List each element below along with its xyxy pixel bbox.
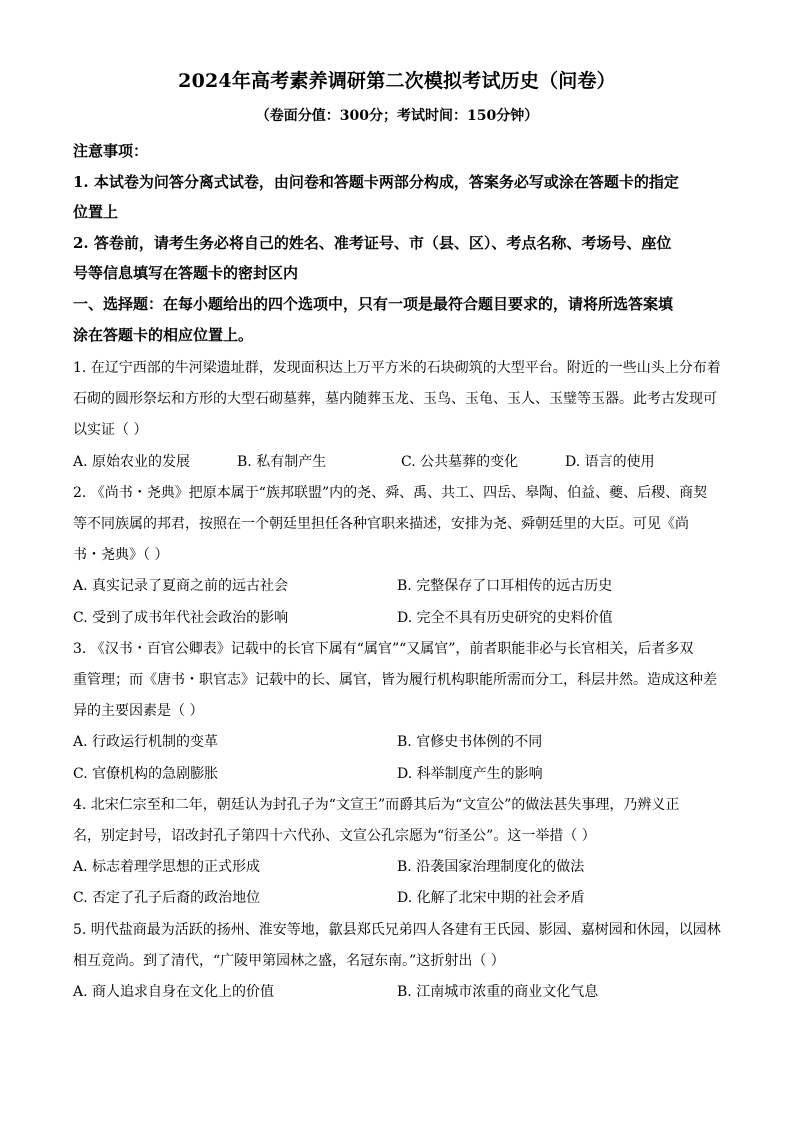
question-3 [73, 634, 733, 790]
question-4-options-row-2 [73, 883, 733, 914]
question-1-option-b[interactable]: B. 私有制产生 [237, 453, 327, 470]
question-2-options-row-1 [73, 571, 733, 602]
question-4-option-a[interactable]: A. 标志着理学思想的正式形成 [73, 859, 261, 876]
question-1-line-1: 1. 在辽宁西部的牛河梁遗址群，发现面积达上万平方米的石块砌筑的大型平台。附近的一些山头上分布着 [73, 360, 721, 376]
question-2-line-3: 书・尧典》（ ） [73, 547, 169, 564]
instruction-1-line-2: 位置上 [73, 203, 119, 222]
question-1-line-3: 以实证（ ） [73, 422, 148, 439]
instruction-2-line-2: 号等信息填写在答题卡的密封区内 [73, 264, 299, 283]
question-1-options [73, 447, 733, 478]
question-4-option-d[interactable]: D. 化解了北宋中期的社会矛盾 [397, 890, 585, 907]
question-2-option-b[interactable]: B. 完整保存了口耳相传的远古历史 [397, 578, 613, 595]
question-2-option-c[interactable]: C. 受到了成书年代社会政治的影响 [73, 609, 289, 626]
question-3-options-row-1 [73, 727, 733, 758]
question-2-line-1: 2. 《尚书・尧典》把原本属于“族邦联盟”内的尧、舜、禹、共工、四岳、皋陶、伯益、夔、后稷、商契 [73, 484, 708, 501]
question-2-line-2: 等不同族属的邦君，按照在一个朝廷里担任各种官职来描述，安排为尧、舜朝廷里的大臣。可见《尚 [73, 516, 689, 533]
question-2-option-a[interactable]: A. 真实记录了夏商之前的远古社会 [73, 578, 289, 595]
section-heading-line-2: 涂在答题卡的相应位置上。 [73, 325, 254, 344]
question-5-options-row-1 [73, 977, 733, 1008]
question-2-options-row-2 [73, 603, 733, 634]
question-5-option-b[interactable]: B. 江南城市浓重的商业文化气息 [397, 984, 599, 1001]
question-5-option-a[interactable]: A. 商人追求自身在文化上的价值 [73, 984, 275, 1001]
exam-info: （卷面分值：300分；考试时间：150分钟） [255, 108, 539, 124]
question-1-option-c[interactable]: C. 公共墓葬的变化 [401, 453, 519, 470]
question-list [73, 353, 733, 1008]
question-5 [73, 915, 733, 1009]
question-5-line-2: 相互竞尚。到了清代，“广陵甲第园林之盛，名冠东南。”这折射出（ ） [73, 952, 505, 969]
question-3-option-c[interactable]: C. 官僚机构的急剧膨胀 [73, 765, 219, 782]
question-5-line-1: 5. 明代盐商最为活跃的扬州、淮安等地，歙县郑氏兄弟四人各建有王氏园、影园、嘉树园和休园，以园林 [73, 921, 721, 938]
question-2 [73, 478, 733, 634]
instructions [73, 136, 733, 350]
question-4 [73, 790, 733, 915]
question-3-option-d[interactable]: D. 科举制度产生的影响 [397, 765, 543, 782]
question-4-option-b[interactable]: B. 沿袭国家治理制度化的做法 [397, 859, 585, 876]
question-3-line-2: 重管理；而《唐书・职官志》记载中的长、属官，皆为履行机构职能所需而分工，科层井然。造成这种差 [73, 672, 717, 689]
question-3-options-row-2 [73, 759, 733, 790]
page-title: 2024年高考素养调研第二次模拟考试历史（问卷） [178, 70, 616, 92]
question-1 [73, 353, 733, 478]
instruction-2-line-1: 2. 答卷前，请考生务必将自己的姓名、准考证号、市（县、区）、考点名称、考场号、座位 [73, 233, 672, 252]
question-4-line-2: 名，别定封号，诏改封孔子第四十六代孙、文宣公孔宗愿为“衍圣公”。这一举措（ ） [73, 828, 596, 845]
question-1-option-d[interactable]: D. 语言的使用 [565, 453, 655, 470]
question-1-option-a[interactable]: A. 原始农业的发展 [73, 453, 191, 470]
question-4-option-c[interactable]: C. 否定了孔子后裔的政治地位 [73, 890, 261, 907]
question-1-line-2: 石砌的圆形祭坛和方形的大型石砌墓葬，墓内随葬玉龙、玉鸟、玉龟、玉人、玉璧等玉器。此考古发现可 [73, 391, 717, 408]
instruction-1-line-1: 1. 本试卷为问答分离式试卷，由问卷和答题卡两部分构成，答案务必写或涂在答题卡的指定 [73, 172, 679, 191]
question-3-line-1: 3. 《汉书・百官公卿表》记载中的长官下属有“属官”“又属官”，前者职能非必与长官相关，后者多双 [73, 640, 694, 657]
instructions-heading: 注意事项： [73, 142, 149, 160]
question-3-option-b[interactable]: B. 官修史书体例的不同 [397, 734, 543, 751]
question-4-options-row-1 [73, 852, 733, 883]
question-3-line-3: 异的主要因素是（ ） [73, 703, 204, 720]
question-4-line-1: 4. 北宋仁宗至和二年，朝廷认为封孔子为“文宣王”而爵其后为“文宣公”的做法甚失事理，乃辨义正 [73, 796, 680, 813]
question-2-option-d[interactable]: D. 完全不具有历史研究的史料价值 [397, 609, 613, 626]
question-3-option-a[interactable]: A. 行政运行机制的变革 [73, 734, 219, 751]
section-heading-line-1: 一、选择题：在每小题给出的四个选项中，只有一项是最符合题目要求的，请将所选答案填 [73, 294, 674, 313]
